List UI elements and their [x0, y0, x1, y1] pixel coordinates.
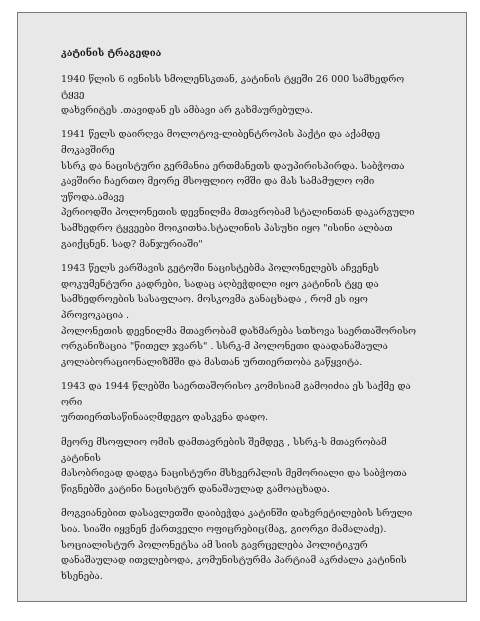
document-page	[17, 12, 467, 602]
document-body	[61, 46, 426, 593]
paragraph-1943-1944: 1943 და 1944 წლებში საერთაშორისო კომისიამ გამოიძია ეს საქმე და ორი ურთიერთსაწინააღმდეგო დასკვნა დადო.	[61, 381, 411, 424]
paragraph-later: მოგვიანებით დასავლეთში დაიბეჭდა კატინში დახვრეტილების სრული სია. სიაში იყვნენ ქართველი ოფიცრებიც(მაგ, გიორგი მამალაძე). სოციალისტურ პოლონეტსა ამ სიის გავრცელება პოლიტიკურ დანაშაულად ითვლებოდა, კომუნისტურმა პარტიამ აკრძალა კატინის ხსენება.	[61, 508, 413, 582]
paragraph-1941: 1941 წელს დაირღვა მოლოტოვ-ლიბენტროპის პაქტი და აქამდე მოკავშირე სსრკ და ნაცისტური გერმანია ერთმანეთს დაუპირისპირდა. საბჭოთა კავშირი ჩაერთო მეორე მსოფლიო ომში და მას სამამულო ომი უწოდა.ამავე პერიოდში პოლონეთის დევნილმა მთავრობამ სტალინთან დაკარგული სამხედრო ტყვეები მოიკითხა.სტალინის პასუხი იყო "ისინი ალბათ გაიქცნენ. სად? მანჯურიაში"	[61, 129, 415, 250]
paragraph-1940: 1940 წლის 6 ივნისს სმოლენსკთან, კატინის ტყეში 26 000 სამხედრო ტყვე დახვრიტეს .თავიდან ეს ამბავი არ გახმაურებულა.	[61, 73, 405, 116]
document-title: კატინის ტრაგედია	[61, 48, 162, 59]
paragraph-1943: 1943 წელს ვარშავის გეტოში ნაცისტებმა პოლონელებს აჩვენეს დოკუმენტური კადრები, სადაც აღბეჭდილი იყო კატინის ტყე და სამხედროების სასაფლაო. მოსკოვმა განაცხადა , რომ ეს იყო პროვოკაცია . პოლონეთის დევნილმა მთავრობამ დახმარება სთხოვა საერთაშორისო ორგანიზაცია "წითელ ჯვარს" . სსრკ-მ პოლონეთი დაადანაშაულა კოლაბორაციონალიზმში და მასთან ურთიერთობა გაწყვიტა.	[61, 263, 417, 368]
paragraph-post-war: მეორე მსოფლიო ომის დამთავრების შემდეგ , სსრკ-ს მთავრობამ კატინის მასობრივად დადგა ნაცისტური მსხვერპლის მემორიალი და საბჭოთა წიგნებში კატინი ნაცისტურ დანაშაულად გამოაცხადა.	[61, 437, 407, 495]
